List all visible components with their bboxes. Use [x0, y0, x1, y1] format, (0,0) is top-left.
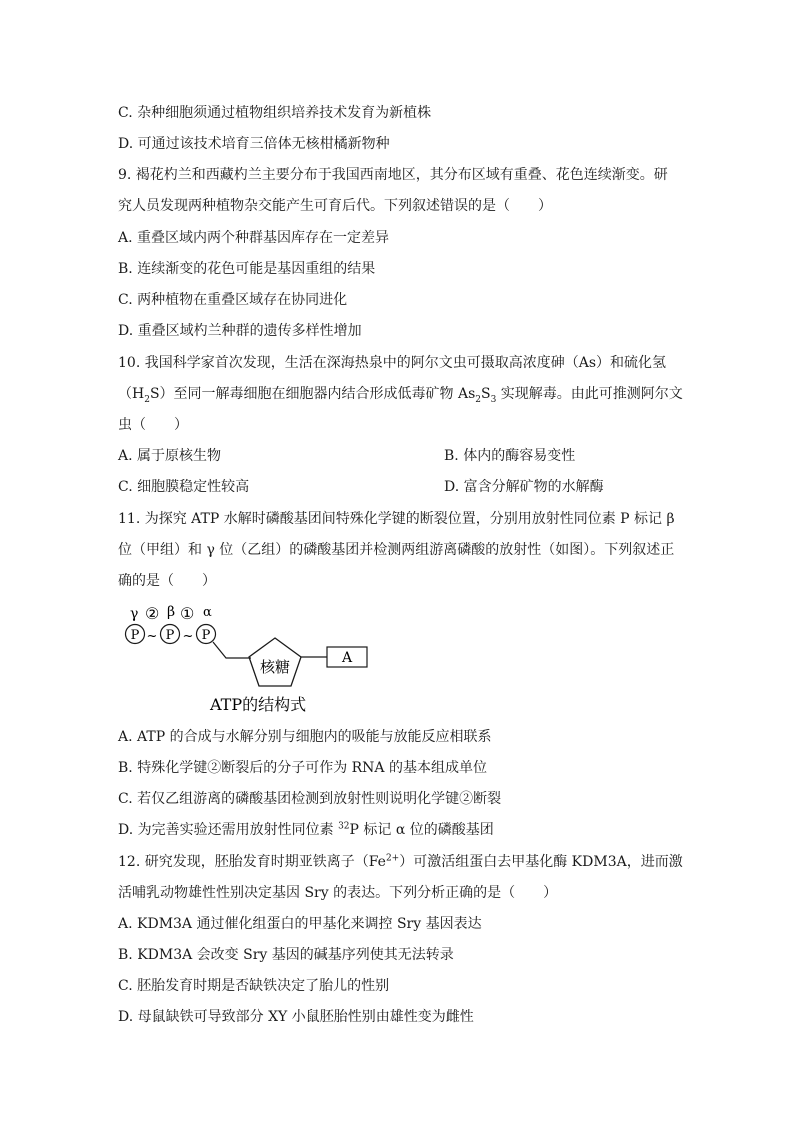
q10-stem-line3: 虫（ ） — [118, 417, 188, 433]
ribose-label: 核糖 — [259, 658, 291, 676]
phosphate-gamma-label: P — [130, 628, 140, 643]
q10-stem-line1: 10. 我国科学家首次发现，生活在深海热泉中的阿尔文虫可摄取高浓度砷（As）和硫化氢 — [118, 355, 667, 371]
q10-option-b: B. 体内的酶容易变性 — [444, 448, 576, 464]
diagram-caption: ATP的结构式 — [210, 695, 307, 714]
q9-option-d: D. 重叠区域杓兰种群的遗传多样性增加 — [118, 323, 362, 339]
q11-option-b: B. 特殊化学键②断裂后的分子可作为 RNA 的基本组成单位 — [118, 760, 487, 776]
beta-label: β — [167, 604, 176, 620]
phosphate-ribose-link — [213, 642, 251, 658]
bond-2-label: ② — [145, 604, 160, 623]
q9-option-b: B. 连续渐变的花色可能是基因重组的结果 — [118, 261, 376, 277]
bond-1-label: ① — [180, 604, 195, 623]
q9-stem-line2: 究人员发现两种植物杂交能产生可育后代。下列叙述错误的是（ ） — [118, 198, 552, 214]
q11-stem-line3: 确的是（ ） — [118, 573, 216, 589]
q11-stem-line1: 11. 为探究 ATP 水解时磷酸基团间特殊化学键的断裂位置，分别用放射性同位素 P 标记 β — [118, 511, 675, 527]
high-energy-bond-2: ~ — [146, 629, 158, 644]
q10-option-a: A. 属于原核生物 — [118, 448, 222, 464]
q8-option-c: C. 杂种细胞须通过植物组织培养技术发育为新植株 — [118, 105, 432, 121]
q10-option-c: C. 细胞膜稳定性较高 — [118, 479, 250, 495]
phosphate-beta-label: P — [165, 628, 175, 643]
q12-stem-line2: 活哺乳动物雄性性别决定基因 Sry 的表达。下列分析正确的是（ ） — [118, 885, 558, 901]
q11-option-d: D. 为完善实验还需用放射性同位素 $^{32}$P 标记 α 位的磷酸基团 — [118, 821, 494, 838]
q12-option-c: C. 胚胎发育时期是否缺铁决定了胎儿的性别 — [118, 978, 390, 994]
gamma-label: γ — [130, 606, 139, 622]
q9-option-c: C. 两种植物在重叠区域存在协同进化 — [118, 292, 348, 308]
q11-option-c: C. 若仅乙组游离的磷酸基团检测到放射性则说明化学键②断裂 — [118, 791, 502, 807]
alpha-label: α — [203, 605, 212, 620]
q11-stem-line2: 位（甲组）和 γ 位（乙组）的磷酸基团并检测两组游离磷酸的放射性（如图）。下列叙述正 — [118, 542, 675, 558]
q12-option-b: B. KDM3A 会改变 Sry 基因的碱基序列使其无法转录 — [118, 947, 454, 963]
adenine-label: A — [341, 650, 353, 666]
q9-stem-line1: 9. 褐花杓兰和西藏杓兰主要分布于我国西南地区，其分布区域有重叠、花色连续渐变。研 — [118, 167, 668, 183]
q9-option-a: A. 重叠区域内两个种群基因库存在一定差异 — [118, 230, 390, 246]
high-energy-bond-1: ~ — [182, 629, 194, 644]
q12-option-a: A. KDM3A 通过催化组蛋白的甲基化来调控 Sry 基因表达 — [118, 916, 482, 932]
atp-structure-diagram — [118, 600, 378, 715]
q12-stem-line1: 12. 研究发现，胚胎发育时期亚铁离子$(Fe^{2+})$可激活组蛋白去甲基化酶 KDM3A，进而激 — [118, 853, 683, 870]
q11-option-a: A. ATP 的合成与水解分别与细胞内的吸能与放能反应相联系 — [118, 729, 492, 745]
q8-option-d: D. 可通过该技术培育三倍体无核柑橘新物种 — [118, 136, 390, 152]
q10-option-d: D. 富含分解矿物的水解酶 — [444, 479, 604, 495]
q10-stem-line2: $(H_2S)$至同一解毒细胞在细胞器内结合形成低毒矿物 $As_2S_3$ 实现解毒。由此可推测阿尔文 — [118, 386, 683, 405]
phosphate-alpha-label: P — [201, 628, 211, 643]
q12-option-d: D. 母鼠缺铁可导致部分 XY 小鼠胚胎性别由雄性变为雌性 — [118, 1009, 474, 1025]
